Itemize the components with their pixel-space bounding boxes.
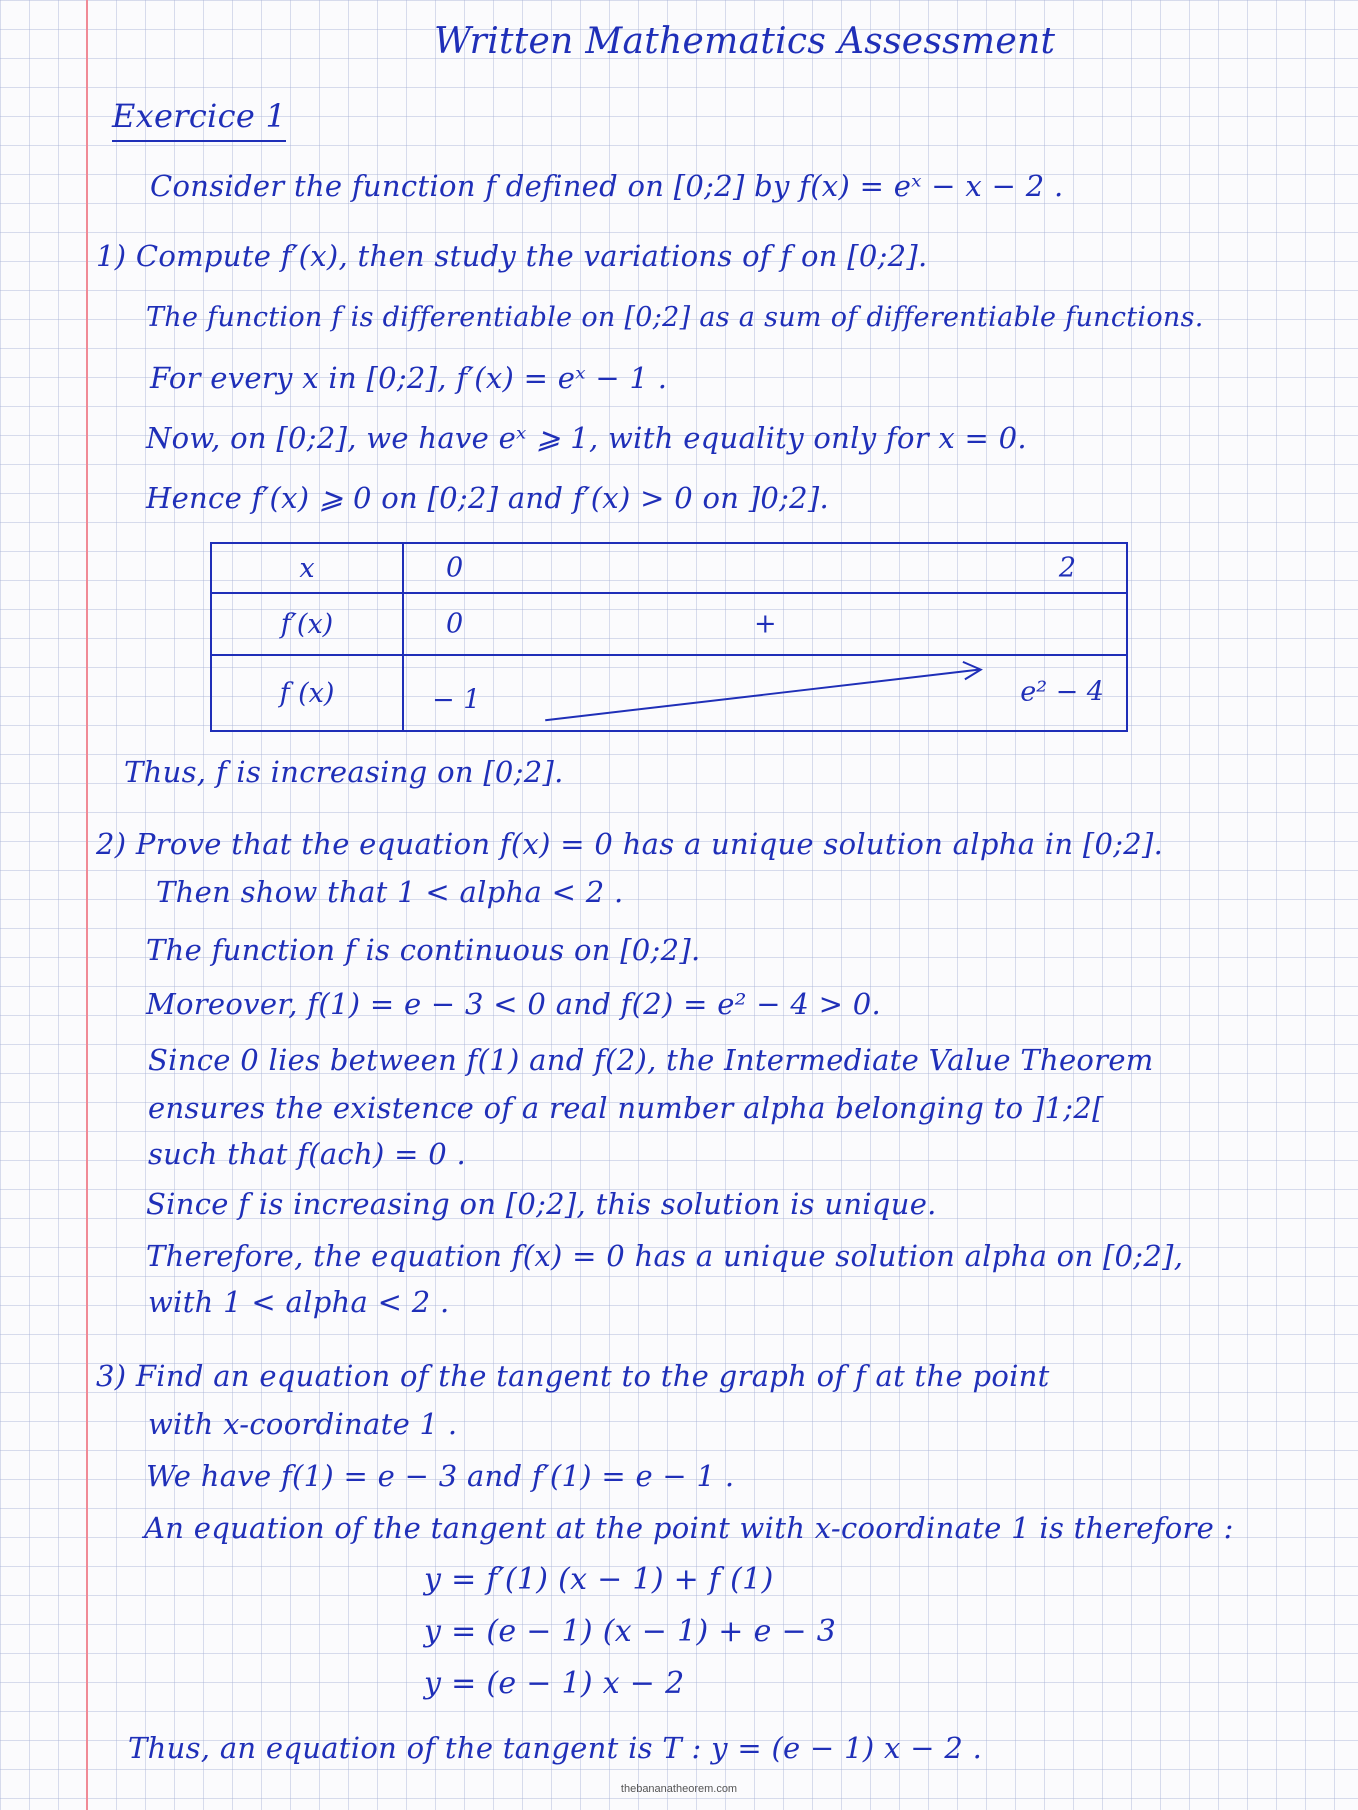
x-start-value: 0 (446, 552, 464, 584)
exercise-heading: Exercice 1 (112, 96, 286, 142)
q2-line: ensures the existence of a real number alpha belonging to ]1;2[ (148, 1091, 1104, 1125)
q2-line: Since 0 lies between f(1) and f(2), the Intermediate Value Theorem (148, 1043, 1154, 1077)
row-values-derivative (403, 593, 1127, 655)
q1-conclusion: Thus, f is increasing on [0;2]. (124, 755, 564, 789)
row-label-derivative: f′(x) (211, 593, 403, 655)
notebook-margin-line (86, 0, 88, 1810)
q2-line: The function f is continuous on [0;2]. (146, 933, 701, 967)
tangent-equation-step: y = (e − 1) (x − 1) + e − 3 (424, 1614, 837, 1649)
q2-line: Moreover, f(1) = e − 3 < 0 and f(2) = e² − 4 > 0. (146, 987, 881, 1021)
table-row-x (211, 543, 1127, 593)
variation-table (210, 542, 1128, 732)
intro-statement: Consider the function f defined on [0;2] by f(x) = eˣ − x − 2 . (150, 169, 1064, 203)
increasing-arrow-icon (404, 656, 1126, 730)
q1-line: The function f is differentiable on [0;2] as a sum of differentiable functions. (146, 302, 1204, 333)
row-label-function: f (x) (211, 655, 403, 731)
row-label-x: x (211, 543, 403, 593)
q3-conclusion: Thus, an equation of the tangent is T : y = (e − 1) x − 2 . (128, 1731, 983, 1765)
q3-line: An equation of the tangent at the point with x-coordinate 1 is therefore : (144, 1511, 1234, 1545)
footer-source: thebananatheorem.com (620, 1783, 738, 1795)
q1-line: Now, on [0;2], we have eˣ ⩾ 1, with equality only for x = 0. (146, 421, 1027, 455)
tangent-equation-step: y = (e − 1) x − 2 (424, 1666, 685, 1701)
q1-line: Hence f′(x) ⩾ 0 on [0;2] and f′(x) > 0 on ]0;2]. (146, 481, 830, 515)
derivative-start-value: 0 (446, 608, 464, 640)
q3-question-continued: with x-coordinate 1 . (148, 1407, 458, 1441)
derivative-sign: + (754, 608, 777, 640)
q2-line: such that f(ach) = 0 . (148, 1137, 466, 1171)
q1-question: 1) Compute f′(x), then study the variations of f on [0;2]. (96, 239, 928, 273)
x-end-value: 2 (1058, 552, 1076, 584)
q3-question: 3) Find an equation of the tangent to the graph of f at the point (96, 1359, 1050, 1393)
page-title: Written Mathematics Assessment (434, 21, 1056, 62)
table-row-derivative (211, 593, 1127, 655)
q2-question: 2) Prove that the equation f(x) = 0 has a unique solution alpha in [0;2]. (96, 827, 1164, 861)
q2-line: Since f is increasing on [0;2], this solution is unique. (146, 1187, 937, 1221)
q1-line: For every x in [0;2], f′(x) = eˣ − 1 . (150, 361, 668, 395)
function-end-value: e² − 4 (1020, 676, 1104, 708)
q2-line: Therefore, the equation f(x) = 0 has a unique solution alpha on [0;2], (146, 1239, 1184, 1273)
q3-line: We have f(1) = e − 3 and f′(1) = e − 1 . (146, 1459, 735, 1493)
row-values-x (403, 543, 1127, 593)
function-start-value: − 1 (432, 684, 481, 716)
q2-line: with 1 < alpha < 2 . (148, 1285, 450, 1319)
row-values-function (403, 655, 1127, 731)
tangent-equation-step: y = f′(1) (x − 1) + f (1) (424, 1562, 774, 1597)
table-row-function (211, 655, 1127, 731)
q2-question-continued: Then show that 1 < alpha < 2 . (156, 875, 624, 909)
